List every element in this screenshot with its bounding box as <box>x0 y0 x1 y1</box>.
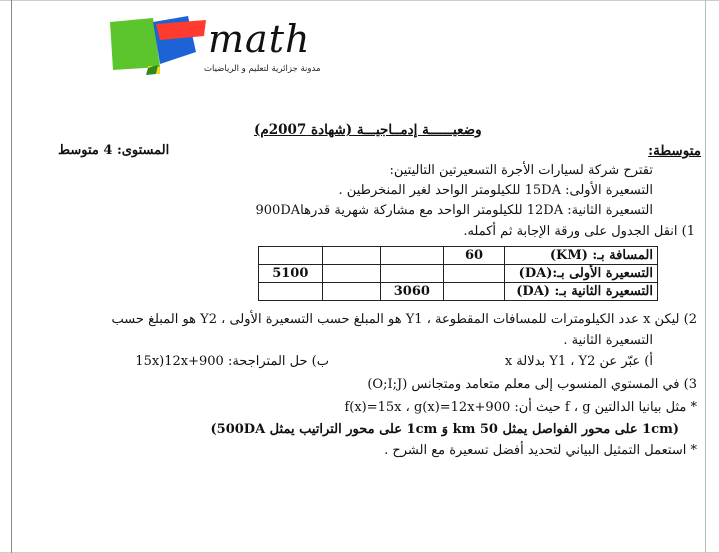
school-label: متوسطة: <box>648 143 701 159</box>
pricing-table <box>258 246 658 301</box>
question-3-line-4: * استعمل التمثيل البياني لتحديد أفضل تسعيرة مع الشرح . <box>384 443 697 458</box>
question-2a: أ) عبّر عن Y1 ، Y2 بدلالة x <box>504 354 653 369</box>
table-cell <box>259 283 323 301</box>
intro-line-3: التسعيرة الثانية: 12DA للكيلومتر الواحد مع مشاركة شهرية قدرها900DA <box>255 203 653 218</box>
table-cell: 5100 <box>259 265 323 283</box>
question-3-line-1: 3) في المستوي المنسوب إلى معلم متعامد ومتجانس (O;I;J) <box>367 377 697 392</box>
table-cell <box>259 247 323 265</box>
table-row-first-price <box>259 265 658 283</box>
brand-tagline: مدونة جزائرية لتعليم و الرياضيات <box>204 64 321 74</box>
page-border-right <box>705 0 706 553</box>
table-cell <box>322 265 380 283</box>
page-border-top <box>0 0 719 1</box>
table-cell: 3060 <box>380 283 444 301</box>
brand-name: math <box>208 17 311 61</box>
table-row-distance <box>259 247 658 265</box>
exercise-title: وضعيــــــة إدمــاجيـــة (شهادة 2007م) <box>254 122 482 138</box>
table-cell <box>380 247 444 265</box>
page-border-left <box>11 0 12 553</box>
question-2-line-1: 2) ليكن x عدد الكيلومترات للمسافات المقطوعة ، Y1 هو المبلغ حسب التسعيرة الأولى ، Y2 هو المبلغ حسب <box>111 312 697 327</box>
table-cell <box>444 283 505 301</box>
table-cell <box>444 265 505 283</box>
question-3-line-2: * مثل بيانيا الدالتين f ، g حيث أن: f(x)=15x ، g(x)=12x+900 <box>344 400 697 415</box>
intro-line-2: التسعيرة الأولى: 15DA للكيلومتر الواحد لغير المنخرطين . <box>338 183 653 198</box>
table-cell: 60 <box>444 247 505 265</box>
table-row-second-price <box>259 283 658 301</box>
question-3-scale: (1cm على محور الفواصل يمثل 50 km وَ 1cm على محور التراتيب يمثل 500DA) <box>210 422 679 437</box>
intro-line-1: تقترح شركة لسيارات الأجرة التسعيرتين التاليتين: <box>389 163 653 178</box>
table-cell <box>322 247 380 265</box>
question-2-line-2: التسعيرة الثانية . <box>563 333 653 348</box>
question-1: 1) انقل الجدول على ورقة الإجابة ثم أكمله. <box>463 224 695 239</box>
question-2b: ب) حل المتراجحة: 15x)12x+900 <box>135 354 329 369</box>
table-cell <box>322 283 380 301</box>
table-row-label: المسافة بـ: (KM) <box>504 247 657 265</box>
table-row-label: التسعيرة الثانية بـ: (DA) <box>504 283 657 301</box>
level-label: المستوى: 4 متوسط <box>58 143 170 158</box>
table-cell <box>380 265 444 283</box>
table-row-label: التسعيرة الأولى بـ:(DA) <box>504 265 657 283</box>
logo-green-block <box>110 18 160 70</box>
